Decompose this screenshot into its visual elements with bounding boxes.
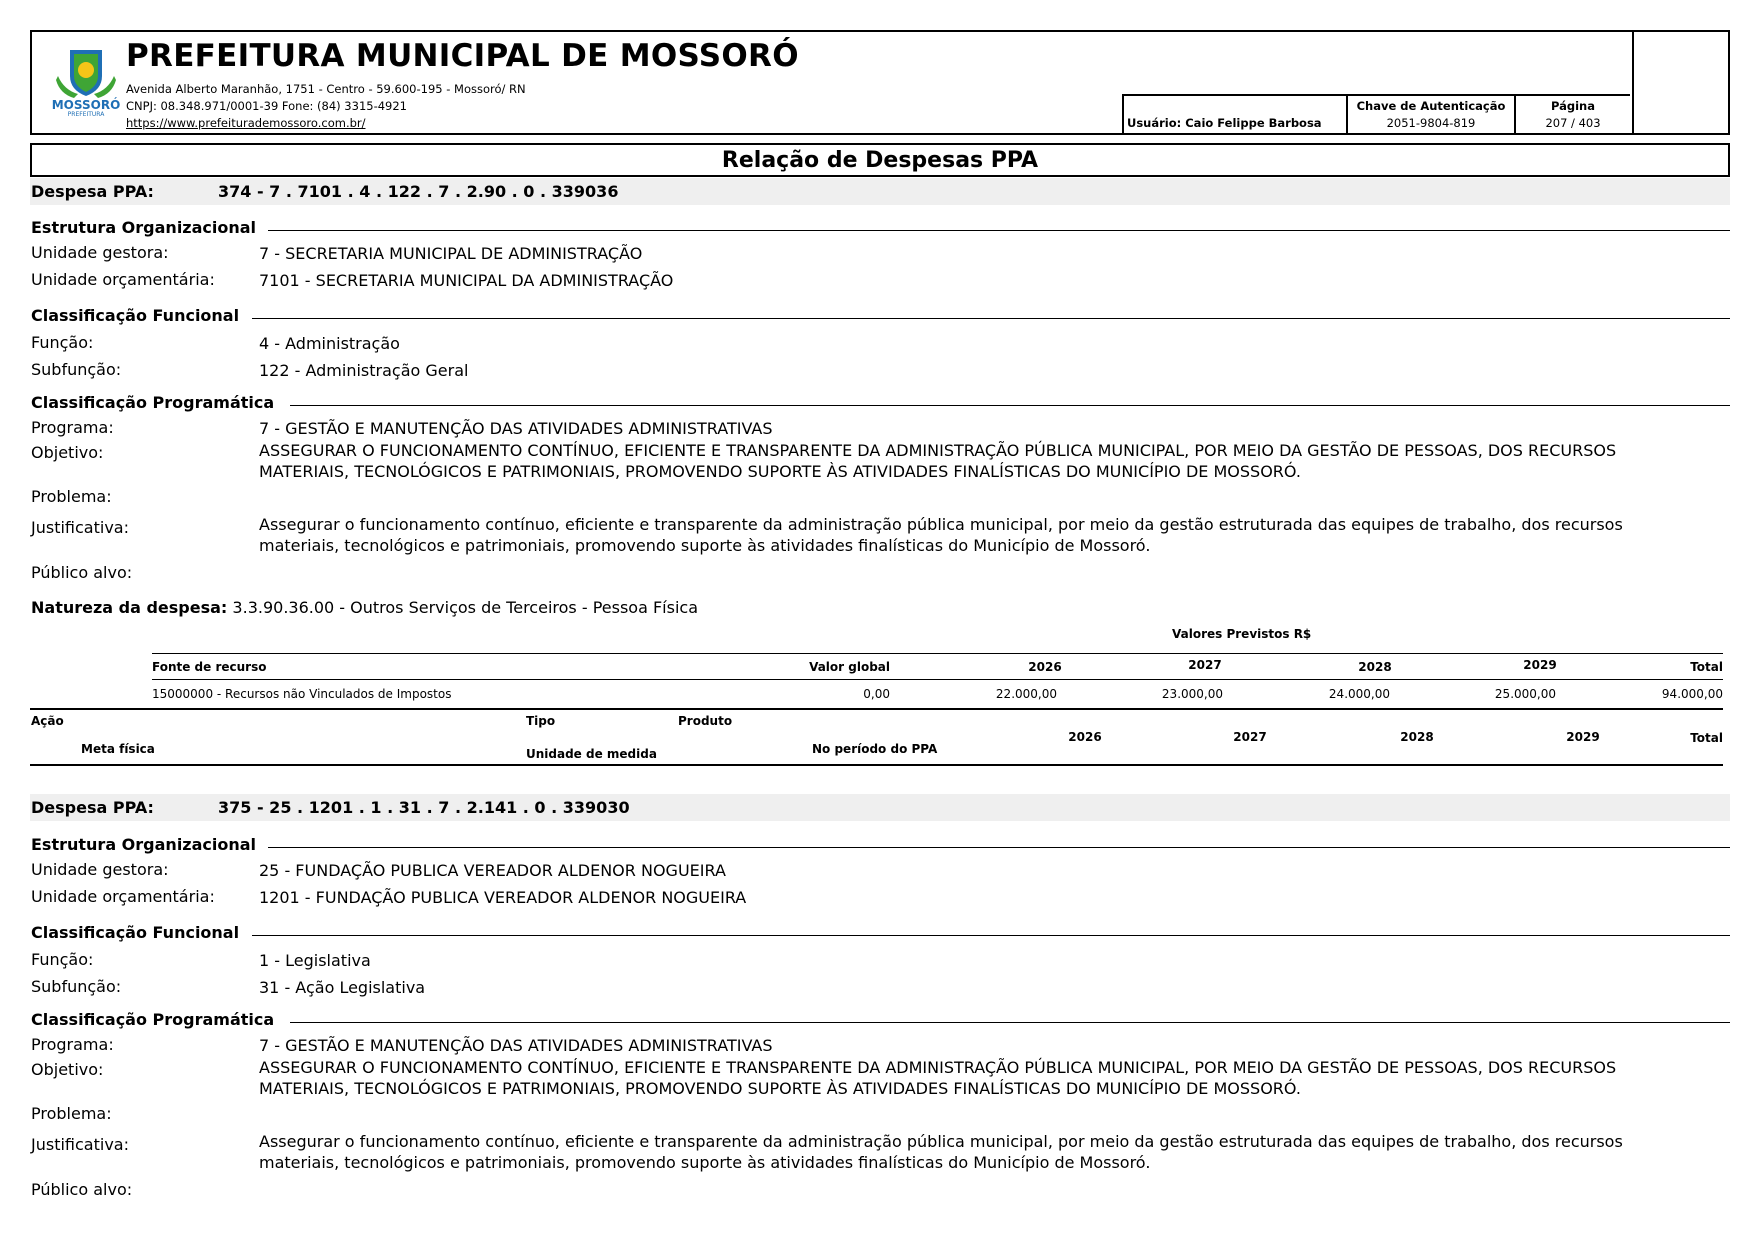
table-rule (152, 653, 1723, 654)
col-fonte-recurso: Fonte de recurso (152, 660, 267, 674)
col-acao-2026: 2026 (1068, 730, 1102, 744)
publico-alvo-label: Público alvo: (31, 1180, 133, 1199)
justificativa-value: Assegurar o funcionamento contínuo, eficiente e transparente da administração pública municipal, por meio da gestão estruturada das equipes de trabalho, dos recursos materiais, tecnológicos e patrimoniais, promovendo suporte às atividades finalísticas do Município de Mossoró. (259, 1132, 1623, 1172)
fonte-2029: 25.000,00 (1494, 687, 1556, 701)
org-cnpj-phone: CNPJ: 08.348.971/0001-39 Fone: (84) 3315-4921 (126, 99, 407, 113)
despesa-ppa-bar (30, 178, 1730, 205)
unidade-orcamentaria-value: 7101 - SECRETARIA MUNICIPAL DA ADMINISTRAÇÃO (259, 271, 674, 290)
programa-label: Programa: (31, 1035, 114, 1054)
col-produto: Produto (678, 714, 733, 728)
col-acao-2029: 2029 (1566, 730, 1600, 744)
valores-previstos-title: Valores Previstos R$ (1172, 627, 1312, 641)
justificativa-label: Justificativa: (31, 518, 129, 537)
col-acao-2027: 2027 (1233, 730, 1267, 744)
objetivo-label: Objetivo: (31, 1060, 104, 1079)
programa-value: 7 - GESTÃO E MANUTENÇÃO DAS ATIVIDADES ADMINISTRATIVAS (259, 1036, 773, 1055)
funcao-label: Função: (31, 950, 94, 969)
section-rule (252, 935, 1730, 936)
table-rule (30, 708, 1723, 710)
funcao-label: Função: (31, 333, 94, 352)
fonte-2027: 23.000,00 (1161, 687, 1223, 701)
subfuncao-label: Subfunção: (31, 360, 122, 379)
objetivo-value: ASSEGURAR O FUNCIONAMENTO CONTÍNUO, EFICIENTE E TRANSPARENTE DA ADMINISTRAÇÃO PÚBLICA MUNICIPAL, POR MEIO DA GESTÃO DE PESSOAS, DOS RECURSOS MATERIAIS, TECNOLÓGICOS E PATRIMONIAIS, PROMOVENDO SUPORTE ÀS ATIVIDADES FINALÍSTICAS DO MUNICÍPIO DE MOSSORÓ. (259, 441, 1617, 481)
unidade-gestora-label: Unidade gestora: (31, 860, 169, 879)
user-name: Usuário: Caio Felippe Barbosa (1122, 96, 1346, 135)
unidade-gestora-label: Unidade gestora: (31, 243, 169, 262)
city-logo-icon (44, 46, 128, 116)
unidade-orcamentaria-value: 1201 - FUNDAÇÃO PUBLICA VEREADOR ALDENOR NOGUEIRA (259, 888, 747, 907)
col-acao-2028: 2028 (1400, 730, 1434, 744)
section-rule (268, 230, 1730, 231)
report-title: Relação de Despesas PPA (30, 143, 1730, 177)
section-rule (268, 847, 1730, 848)
logo-subtext: PREFEITURA (67, 111, 105, 116)
fonte-2028: 24.000,00 (1328, 687, 1390, 701)
section-estrutura: Estrutura Organizacional (31, 835, 257, 854)
auth-key-cell (1346, 96, 1514, 135)
org-name: PREFEITURA MUNICIPAL DE MOSSORÓ (126, 38, 799, 74)
programa-label: Programa: (31, 418, 114, 437)
despesa-ppa-code: 375 - 25 . 1201 . 1 . 31 . 7 . 2.141 . 0 . 339030 (218, 798, 630, 817)
col-2028: 2028 (1358, 660, 1392, 674)
section-class-funcional: Classificação Funcional (31, 306, 240, 325)
col-unidade-medida: Unidade de medida (526, 747, 657, 761)
col-acao-total: Total (1690, 731, 1723, 745)
section-class-funcional: Classificação Funcional (31, 923, 240, 942)
org-address: Avenida Alberto Maranhão, 1751 - Centro - 59.600-195 - Mossoró/ RN (126, 82, 526, 96)
natureza-despesa (31, 598, 698, 617)
despesa-ppa-label: Despesa PPA: (31, 182, 154, 201)
unidade-gestora-value: 7 - SECRETARIA MUNICIPAL DE ADMINISTRAÇÃO (259, 244, 643, 263)
subfuncao-value: 122 - Administração Geral (259, 361, 469, 380)
justificativa-label: Justificativa: (31, 1135, 129, 1154)
fonte-total: 94.000,00 (1661, 687, 1723, 701)
section-rule (290, 1022, 1730, 1023)
section-rule (252, 318, 1730, 319)
fonte-2026: 22.000,00 (995, 687, 1057, 701)
publico-alvo-label: Público alvo: (31, 563, 133, 582)
funcao-value: 1 - Legislativa (259, 951, 371, 970)
problema-label: Problema: (31, 1104, 112, 1123)
despesa-ppa-code: 374 - 7 . 7101 . 4 . 122 . 7 . 2.90 . 0 . 339036 (218, 182, 619, 201)
objetivo-value: ASSEGURAR O FUNCIONAMENTO CONTÍNUO, EFICIENTE E TRANSPARENTE DA ADMINISTRAÇÃO PÚBLICA MUNICIPAL, POR MEIO DA GESTÃO DE PESSOAS, DOS RECURSOS MATERIAIS, TECNOLÓGICOS E PATRIMONIAIS, PROMOVENDO SUPORTE ÀS ATIVIDADES FINALÍSTICAS DO MUNICÍPIO DE MOSSORÓ. (259, 1058, 1617, 1098)
unidade-gestora-value: 25 - FUNDAÇÃO PUBLICA VEREADOR ALDENOR NOGUEIRA (259, 861, 726, 880)
col-tipo: Tipo (526, 714, 556, 728)
natureza-label: Natureza da despesa: (31, 598, 228, 617)
objetivo-label: Objetivo: (31, 443, 104, 462)
header-divider (1632, 32, 1634, 133)
justificativa-value: Assegurar o funcionamento contínuo, eficiente e transparente da administração pública municipal, por meio da gestão estruturada das equipes de trabalho, dos recursos materiais, tecnológicos e patrimoniais, promovendo suporte às atividades finalísticas do Município de Mossoró. (259, 515, 1623, 555)
programa-value: 7 - GESTÃO E MANUTENÇÃO DAS ATIVIDADES ADMINISTRATIVAS (259, 419, 773, 438)
unidade-orcamentaria-label: Unidade orçamentária: (31, 270, 215, 289)
despesa-ppa-bar (30, 794, 1730, 821)
page-number: 207 / 403 (1545, 116, 1601, 130)
fonte-valor-global: 0,00 (863, 687, 890, 701)
page-label: Página (1550, 99, 1595, 113)
section-estrutura: Estrutura Organizacional (31, 218, 257, 237)
unidade-orcamentaria-label: Unidade orçamentária: (31, 887, 215, 906)
col-acao: Ação (31, 714, 64, 728)
org-website-link[interactable]: https://www.prefeiturademossoro.com.br/ (126, 116, 366, 130)
col-no-periodo: No período do PPA (812, 742, 938, 756)
col-2027: 2027 (1188, 658, 1222, 672)
header-info-table (1122, 94, 1630, 135)
page-cell (1514, 96, 1630, 135)
section-class-programatica: Classificação Programática (31, 393, 275, 412)
table-rule (30, 764, 1723, 766)
fonte-name: 15000000 - Recursos não Vinculados de Impostos (152, 687, 452, 701)
funcao-value: 4 - Administração (259, 334, 400, 353)
despesa-ppa-label: Despesa PPA: (31, 798, 154, 817)
col-meta-fisica: Meta física (81, 742, 155, 756)
table-rule (152, 679, 1723, 680)
col-2026: 2026 (1028, 660, 1062, 674)
col-2029: 2029 (1523, 658, 1557, 672)
logo-text: MOSSORÓ (51, 98, 121, 112)
report-header (30, 30, 1730, 135)
section-rule (290, 405, 1730, 406)
col-valor-global: Valor global (809, 660, 890, 674)
section-class-programatica: Classificação Programática (31, 1010, 275, 1029)
col-total: Total (1690, 660, 1723, 674)
subfuncao-label: Subfunção: (31, 977, 122, 996)
auth-key-label: Chave de Autenticação (1356, 99, 1506, 113)
problema-label: Problema: (31, 487, 112, 506)
subfuncao-value: 31 - Ação Legislativa (259, 978, 426, 997)
natureza-value: 3.3.90.36.00 - Outros Serviços de Terceiros - Pessoa Física (232, 598, 698, 617)
auth-key-value: 2051-9804-819 (1386, 116, 1476, 130)
